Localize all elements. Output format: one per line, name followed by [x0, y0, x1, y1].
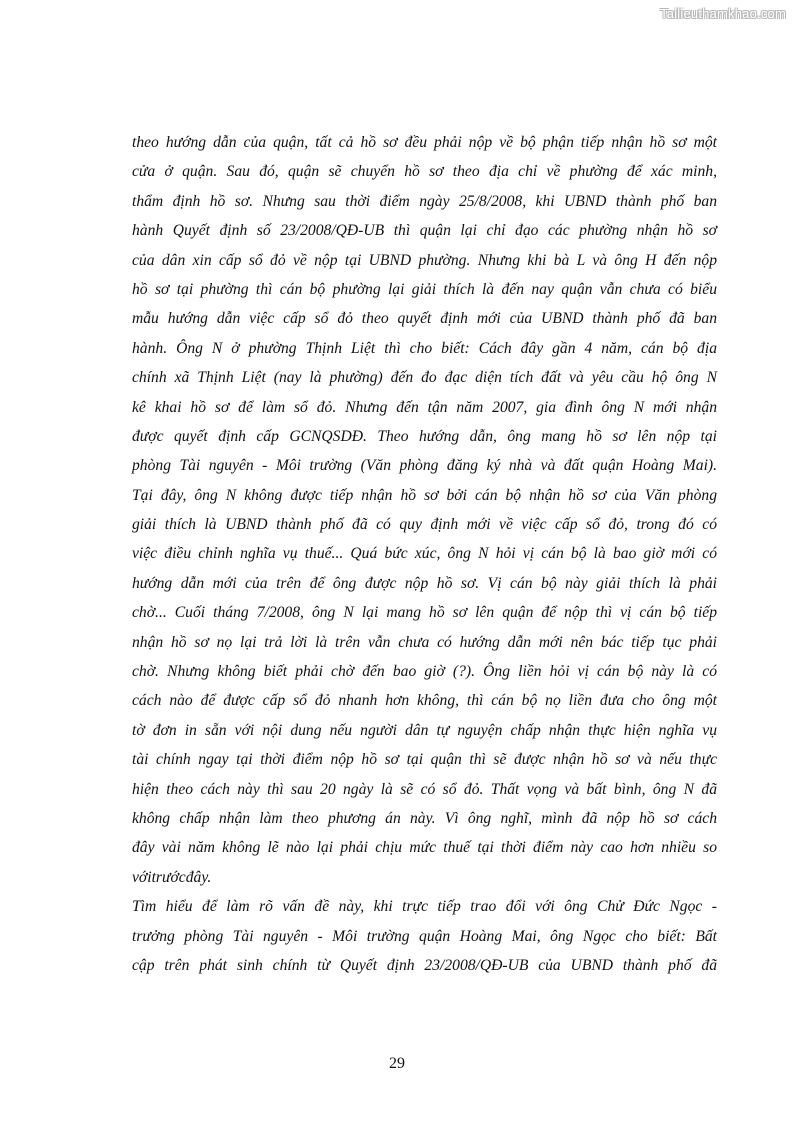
text-line: hồ sơ tại phường thì cán bộ phường lại giải thích là đến nay quận vẫn chưa có biểu — [132, 280, 717, 298]
text-line: thẩm định hồ sơ. Nhưng sau thời điểm ngày 25/8/2008, khi UBND thành phố ban — [132, 192, 717, 210]
text-line: hiện theo cách này thì sau 20 ngày là sẽ có sổ đỏ. Thất vọng và bất bình, ông N đã — [132, 780, 717, 798]
text-line: chờ... Cuối tháng 7/2008, ông N lại mang hồ sơ lên quận để nộp thì vị cán bộ tiếp — [132, 604, 717, 622]
watermark-text: Tailieuthamkhao.com — [660, 6, 786, 21]
text-line: kê khai hồ sơ để làm sổ đỏ. Nhưng đến tận năm 2007, gia đình ông N mới nhận — [132, 398, 717, 416]
page-number: 29 — [389, 1055, 405, 1072]
text-line: phòng Tài nguyên - Môi trường (Văn phòng đăng ký nhà và đất quận Hoàng Mai). — [132, 457, 717, 475]
document-body — [132, 128, 717, 980]
text-line: mẫu hướng dẫn việc cấp sổ đỏ theo quyết định mới của UBND thành phố đã ban — [132, 310, 717, 328]
paragraph-2 — [132, 892, 717, 980]
text-line: việc điều chỉnh nghĩa vụ thuế... Quá bức xúc, ông N hỏi vị cán bộ là bao giờ mới có — [132, 545, 717, 563]
text-line: chờ. Nhưng không biết phải chờ đến bao giờ (?). Ông liền hỏi vị cán bộ này là có — [132, 663, 717, 681]
text-line: tài chính ngay tại thời điểm nộp hồ sơ tại quận thì sẽ được nhận hồ sơ và nếu thực — [132, 751, 717, 769]
text-line: hành Quyết định số 23/2008/QĐ-UB thì quận lại chỉ đạo các phường nhận hồ sơ — [132, 222, 717, 240]
text-line: của dân xin cấp sổ đỏ về nộp tại UBND phường. Nhưng khi bà L và ông H đến nộp — [132, 251, 717, 269]
text-line: chính xã Thịnh Liệt (nay là phường) đến đo đạc diện tích đất và yêu cầu hộ ông N — [132, 369, 717, 387]
text-line: giải thích là UBND thành phố đã có quy định mới về việc cấp sổ đỏ, trong đó có — [132, 516, 717, 534]
text-line: theo hướng dẫn của quận, tất cả hồ sơ đều phải nộp về bộ phận tiếp nhận hồ sơ một — [132, 134, 717, 151]
text-line: cập trên phát sinh chính từ Quyết định 23/2008/QĐ-UB của UBND thành phố đã — [132, 956, 717, 974]
text-line: tờ đơn in sẵn với nội dung nếu người dân tự nguyện chấp nhận thực hiện nghĩa vụ — [132, 721, 717, 739]
text-line: không chấp nhận làm theo phương án này. Vì ông nghĩ, mình đã nộp hồ sơ cách — [132, 809, 717, 827]
text-line: hướng dẫn mới của trên để ông được nộp hồ sơ. Vị cán bộ này giải thích là phải — [132, 574, 717, 592]
text-line: cách nào để được cấp sổ đỏ nhanh hơn không, thì cán bộ nọ liền đưa cho ông một — [132, 692, 717, 710]
text-line: cửa ở quận. Sau đó, quận sẽ chuyển hồ sơ theo địa chỉ về phường để xác minh, — [132, 163, 717, 181]
text-line: được quyết định cấp GCNQSDĐ. Theo hướng dẫn, ông mang hồ sơ lên nộp tại — [132, 427, 717, 445]
paragraph-1 — [132, 128, 717, 892]
text-line-last: vớitrướcđây. — [132, 868, 212, 886]
text-line: Tìm hiểu để làm rõ vấn đề này, khi trực tiếp trao đổi với ông Chử Đức Ngọc - — [132, 898, 717, 916]
text-line: đây vài năm không lẽ nào lại phải chịu mức thuế tại thời điểm này cao hơn nhiều so — [132, 839, 717, 857]
text-line: trưởng phòng Tài nguyên - Môi trường quận Hoàng Mai, ông Ngọc cho biết: Bất — [132, 927, 717, 945]
text-line: nhận hồ sơ nọ lại trả lời là trên vẫn chưa có hướng dẫn mới nên bác tiếp tục phải — [132, 633, 717, 651]
text-line: Tại đây, ông N không được tiếp nhận hồ sơ bởi cán bộ nhận hồ sơ của Văn phòng — [132, 486, 717, 504]
text-line: hành. Ông N ở phường Thịnh Liệt thì cho biết: Cách đây gần 4 năm, cán bộ địa — [132, 339, 717, 357]
